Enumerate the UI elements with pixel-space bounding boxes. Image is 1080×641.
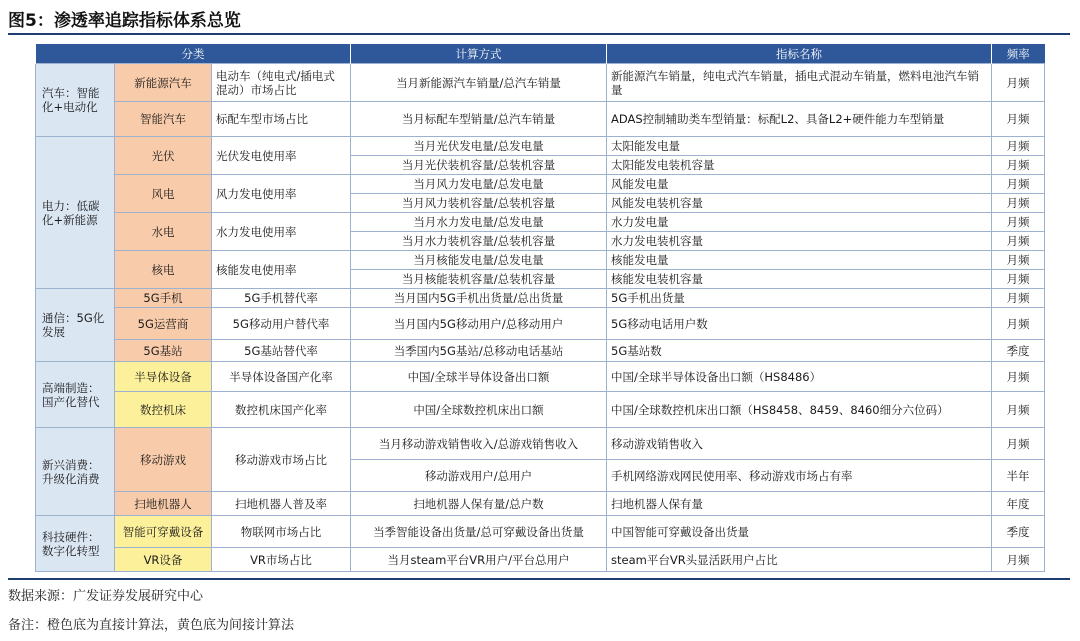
group-cell: 高端制造：国产化替代: [36, 362, 115, 428]
indicator-cell: 5G手机出货量: [607, 289, 992, 308]
method-cell: 当月核能装机容量/总装机容量: [351, 270, 607, 289]
sub-category-cell: 水电: [115, 213, 212, 251]
metric-cell: 半导体设备国产化率: [212, 362, 351, 392]
sub-category-cell: 扫地机器人: [115, 492, 212, 516]
sub-category-cell: 半导体设备: [115, 362, 212, 392]
table-row: [36, 64, 1045, 102]
indicator-cell: 手机网络游戏网民使用率、移动游戏市场占有率: [607, 460, 992, 492]
source-note: 数据来源：广发证券发展研究中心: [8, 589, 204, 604]
frequency-cell: 月频: [992, 392, 1045, 428]
frequency-cell: 季度: [992, 516, 1045, 548]
bottom-divider: [8, 578, 1070, 580]
group-cell: 汽车：智能化+电动化: [36, 64, 115, 137]
method-cell: 中国/全球半导体设备出口额: [351, 362, 607, 392]
frequency-cell: 年度: [992, 492, 1045, 516]
sub-category-cell: 5G基站: [115, 340, 212, 362]
metric-cell: 水力发电使用率: [212, 213, 351, 251]
table-row: [36, 548, 1045, 572]
metric-cell: 5G移动用户替代率: [212, 308, 351, 340]
group-cell: 通信：5G化发展: [36, 289, 115, 362]
indicator-cell: 5G基站数: [607, 340, 992, 362]
metric-cell: VR市场占比: [212, 548, 351, 572]
frequency-cell: 月频: [992, 175, 1045, 194]
table-row: [36, 137, 1045, 156]
group-cell: 电力：低碳化+新能源: [36, 137, 115, 289]
table-row: [36, 392, 1045, 428]
group-cell: 新兴消费：升级化消费: [36, 428, 115, 516]
metric-cell: 5G基站替代率: [212, 340, 351, 362]
method-cell: 当月水力装机容量/总装机容量: [351, 232, 607, 251]
remark-note: 备注：橙色底为直接计算法，黄色底为间接计算法: [8, 618, 295, 633]
indicator-cell: 核能发电量: [607, 251, 992, 270]
method-cell: 当月核能发电量/总发电量: [351, 251, 607, 270]
indicator-cell: 中国/全球半导体设备出口额（HS8486）: [607, 362, 992, 392]
method-cell: 中国/全球数控机床出口额: [351, 392, 607, 428]
indicator-cell: 新能源汽车销量，纯电式汽车销量，插电式混动车销量，燃料电池汽车销量: [607, 64, 992, 102]
metric-cell: 标配车型市场占比: [212, 102, 351, 137]
sub-category-cell: 光伏: [115, 137, 212, 175]
metric-cell: 扫地机器人普及率: [212, 492, 351, 516]
method-cell: 当月标配车型销量/总汽车销量: [351, 102, 607, 137]
header-method: 计算方式: [351, 44, 607, 64]
frequency-cell: 月频: [992, 362, 1045, 392]
indicator-cell: 中国/全球数控机床出口额（HS8458、8459、8460细分六位码）: [607, 392, 992, 428]
table-row: [36, 308, 1045, 340]
method-cell: 当月国内5G手机出货量/总出货量: [351, 289, 607, 308]
indicator-cell: 扫地机器人保有量: [607, 492, 992, 516]
indicator-cell: 风能发电装机容量: [607, 194, 992, 213]
method-cell: 当月风力装机容量/总装机容量: [351, 194, 607, 213]
metric-cell: 电动车（纯电式/插电式混动）市场占比: [212, 64, 351, 102]
table-row: [36, 213, 1045, 232]
frequency-cell: 月频: [992, 232, 1045, 251]
indicator-cell: 移动游戏销售收入: [607, 428, 992, 460]
table-row: [36, 492, 1045, 516]
frequency-cell: 月频: [992, 251, 1045, 270]
table-row: [36, 102, 1045, 137]
group-cell: 科技硬件：数字化转型: [36, 516, 115, 572]
table-row: [36, 175, 1045, 194]
method-cell: 当月风力发电量/总发电量: [351, 175, 607, 194]
method-cell: 移动游戏用户/总用户: [351, 460, 607, 492]
table-row: [36, 289, 1045, 308]
header-frequency: 频率: [992, 44, 1045, 64]
metric-cell: 核能发电使用率: [212, 251, 351, 289]
indicator-cell: 核能发电装机容量: [607, 270, 992, 289]
method-cell: 当月光伏装机容量/总装机容量: [351, 156, 607, 175]
indicator-cell: ADAS控制辅助类车型销量：标配L2、具备L2+硬件能力车型销量: [607, 102, 992, 137]
sub-category-cell: 智能可穿戴设备: [115, 516, 212, 548]
frequency-cell: 月频: [992, 137, 1045, 156]
frequency-cell: 半年: [992, 460, 1045, 492]
metric-cell: 移动游戏市场占比: [212, 428, 351, 492]
metric-cell: 5G手机替代率: [212, 289, 351, 308]
table-row: [36, 251, 1045, 270]
table-row: [36, 516, 1045, 548]
frequency-cell: 月频: [992, 308, 1045, 340]
metric-cell: 数控机床国产化率: [212, 392, 351, 428]
sub-category-cell: 核电: [115, 251, 212, 289]
table-row: [36, 362, 1045, 392]
frequency-cell: 月频: [992, 213, 1045, 232]
method-cell: 当月新能源汽车销量/总汽车销量: [351, 64, 607, 102]
method-cell: 扫地机器人保有量/总户数: [351, 492, 607, 516]
frequency-cell: 月频: [992, 194, 1045, 213]
frequency-cell: 月频: [992, 548, 1045, 572]
method-cell: 当季智能设备出货量/总可穿戴设备出货量: [351, 516, 607, 548]
header-row: [36, 44, 1045, 64]
frequency-cell: 月频: [992, 102, 1045, 137]
sub-category-cell: 风电: [115, 175, 212, 213]
frequency-cell: 月频: [992, 64, 1045, 102]
sub-category-cell: 新能源汽车: [115, 64, 212, 102]
indicator-cell: 太阳能发电装机容量: [607, 156, 992, 175]
indicator-cell: steam平台VR头显活跃用户占比: [607, 548, 992, 572]
indicator-cell: 太阳能发电量: [607, 137, 992, 156]
method-cell: 当月光伏发电量/总发电量: [351, 137, 607, 156]
sub-category-cell: VR设备: [115, 548, 212, 572]
indicator-cell: 水力发电量: [607, 213, 992, 232]
frequency-cell: 月频: [992, 428, 1045, 460]
indicator-cell: 水力发电装机容量: [607, 232, 992, 251]
sub-category-cell: 5G手机: [115, 289, 212, 308]
metric-cell: 物联网市场占比: [212, 516, 351, 548]
frequency-cell: 月频: [992, 289, 1045, 308]
method-cell: 当月水力发电量/总发电量: [351, 213, 607, 232]
method-cell: 当月国内5G移动用户/总移动用户: [351, 308, 607, 340]
frequency-cell: 月频: [992, 156, 1045, 175]
frequency-cell: 季度: [992, 340, 1045, 362]
indicator-cell: 5G移动电话用户数: [607, 308, 992, 340]
indicator-cell: 风能发电量: [607, 175, 992, 194]
table-row: [36, 340, 1045, 362]
method-cell: 当月steam平台VR用户/平台总用户: [351, 548, 607, 572]
indicator-cell: 中国智能可穿戴设备出货量: [607, 516, 992, 548]
sub-category-cell: 移动游戏: [115, 428, 212, 492]
method-cell: 当季国内5G基站/总移动电话基站: [351, 340, 607, 362]
figure-title: 图5：渗透率追踪指标体系总览: [8, 11, 241, 31]
metric-cell: 风力发电使用率: [212, 175, 351, 213]
indicator-table: [35, 44, 1045, 572]
sub-category-cell: 数控机床: [115, 392, 212, 428]
title-divider: [8, 33, 1070, 35]
table-row: [36, 428, 1045, 460]
frequency-cell: 月频: [992, 270, 1045, 289]
sub-category-cell: 5G运营商: [115, 308, 212, 340]
header-category: 分类: [36, 44, 351, 64]
header-indicator: 指标名称: [607, 44, 992, 64]
sub-category-cell: 智能汽车: [115, 102, 212, 137]
metric-cell: 光伏发电使用率: [212, 137, 351, 175]
method-cell: 当月移动游戏销售收入/总游戏销售收入: [351, 428, 607, 460]
